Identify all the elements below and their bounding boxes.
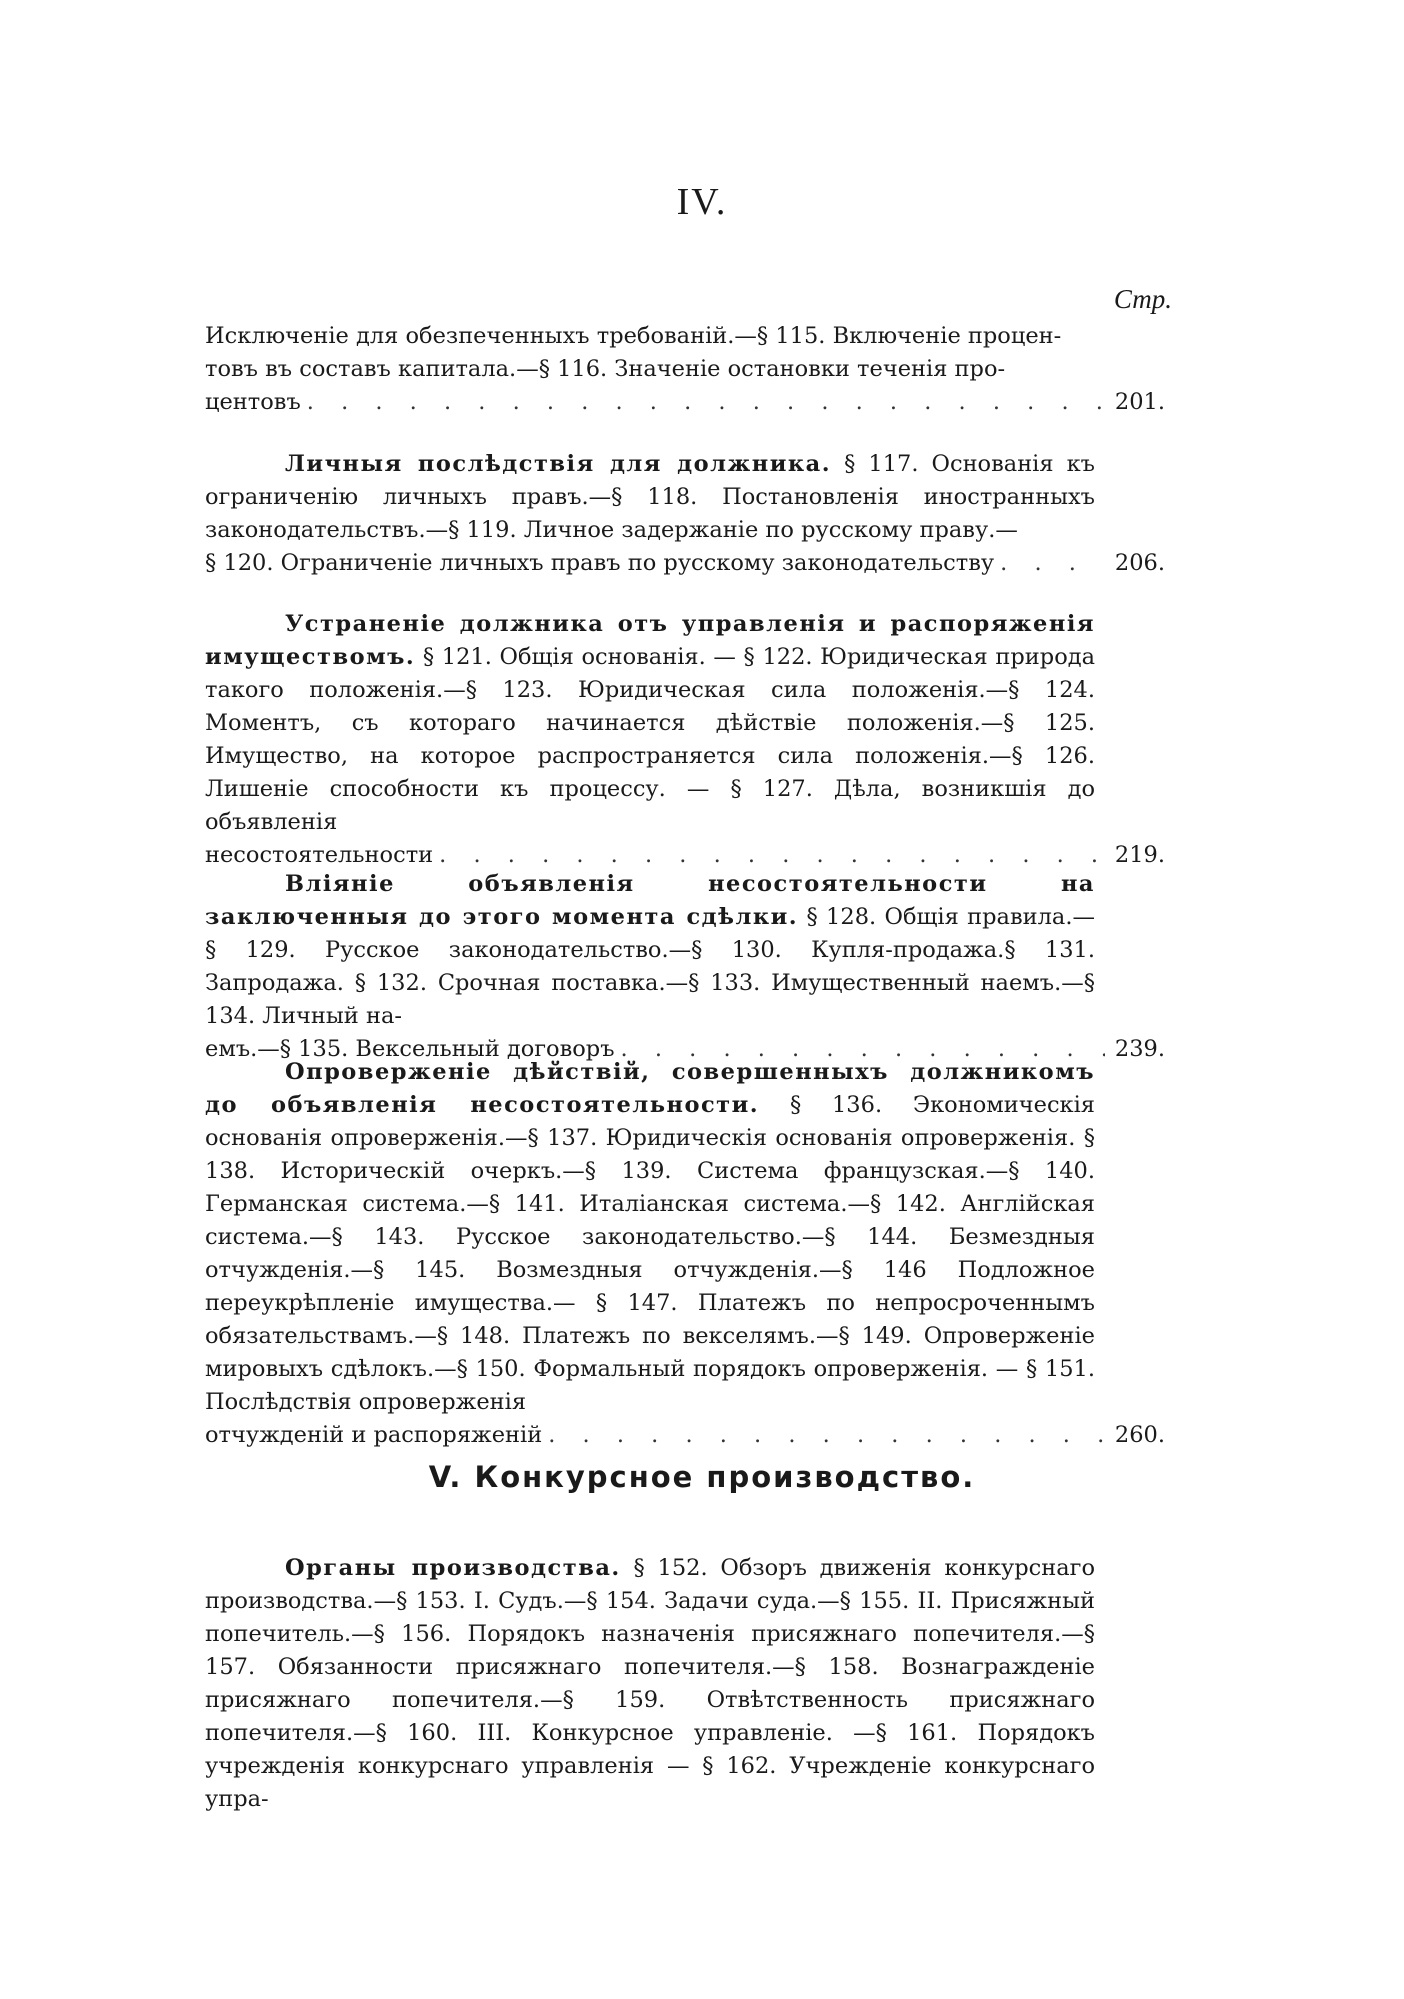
toc-entry [205,320,1165,419]
page-column-label: Стр. [1113,284,1172,314]
toc-entry-tail-text: § 120. Ограниченіе личныхъ правъ по русскому законодательству [205,550,995,576]
toc-entry-line: товъ въ составъ капитала.—§ 116. Значеніе остановки теченія про- [205,356,1006,382]
toc-entry [205,608,1165,872]
subsection-entry [205,1552,1095,1816]
toc-page-ref: 260. [1114,1422,1165,1448]
toc-entry-body: § 136. Экономическія основанія опроверженія.—§ 137. Юридическія основанія опроверженія. § 138. Историческій очеркъ.—§ 139. Система французская.—§ 140. Германская система.—§ 141. Италіанская система.—§ 142. Англійская система.—§ 143. Русское законодательство.—§ 144. Безмездныя отчужденія.—§ 145. Возмездныя отчужденія.—§ 146 Подложное переукрѣпленіе имущества.— § 147. Платежъ по непросроченнымъ обязательствамъ.—§ 148. Платежъ по векселямъ.—§ 149. Опроверженіе мировыхъ сдѣлокъ.—§ 150. Формальный порядокъ опроверженія. — § 151. Послѣдствія опроверженія [205,1092,1096,1415]
toc-entry-last-line [205,386,1165,419]
toc-entry-tail-text: отчужденій и распоряженій [205,1422,543,1448]
section-heading: V. Конкурсное производство. [428,1460,976,1494]
subsection-heading: Органы производства. [285,1555,621,1581]
toc-entry-tail-text: центовъ [205,389,301,415]
toc-entry-body: § 121. Общія основанія. — § 122. Юридическая природа такого положенія.—§ 123. Юридическая сила положенія.—§ 124. Моментъ, съ котораго начинается дѣйствіе положенія.—§ 125. Имущество, на которое распространяется сила положенія.—§ 126. Лишеніе способности къ процессу. — § 127. Дѣла, возникшія до объявленія [205,644,1096,835]
leader-dots [307,386,1105,419]
toc-entry [205,1056,1165,1452]
toc-entry-text [205,448,1095,547]
toc-entry [205,868,1165,1066]
toc-entry-line: Исключеніе для обезпеченныхъ требованій.—§ 115. Включеніе процен- [205,323,1062,349]
toc-page-ref: 239. [1114,1036,1165,1062]
toc-entry-tail-text: несостоятельности [205,842,434,868]
toc-entry-last-line [205,547,1165,580]
leader-dots [548,1419,1105,1452]
toc-entry-tail-text: емъ.—§ 135. Вексельный договоръ [205,1036,615,1062]
toc-entry-heading: Устраненіе должника отъ управленія и распоряженія имуществомъ. [205,611,1095,670]
page-number: IV. [676,181,728,223]
toc-entry-text [205,1056,1095,1419]
subsection-body: § 152. Обзоръ движенія конкурснаго производства.—§ 153. I. Судъ.—§ 154. Задачи суда.—§ 155. II. Присяжный попечитель.—§ 156. Порядокъ назначенія присяжнаго попечителя.—§ 157. Обязанности присяжнаго попечителя.—§ 158. Вознагражденіе присяжнаго попечителя.—§ 159. Отвѣтственность присяжнаго попечителя.—§ 160. III. Конкурсное управленіе. —§ 161. Порядокъ учрежденія конкурснаго управленія — § 162. Учрежденіе конкурснаго упра- [205,1555,1096,1812]
toc-entry-last-line [205,1419,1165,1452]
toc-page-ref: 201. [1114,389,1165,415]
toc-entry-heading: Опроверженіе дѣйствій, совершенныхъ должникомъ до объявленія несостоятельности. [205,1059,1095,1118]
toc-entry-body: § 128. Общія правила.—§ 129. Русское законодательство.—§ 130. Купля-продажа.§ 131. Запродажа. § 132. Срочная поставка.—§ 133. Имущественный наемъ.—§ 134. Личный на- [205,904,1095,1029]
toc-page-ref: 219. [1114,842,1165,868]
leader-dots [1000,547,1105,580]
toc-entry-heading: Личныя послѣдствія для должника. [285,451,832,477]
toc-entry-body: § 117. Основанія къ ограниченію личныхъ правъ.—§ 118. Постановленія иностранныхъ законодательствъ.—§ 119. Личное задержаніе по русскому праву.— [205,451,1095,543]
toc-entry-heading: Вліяніе объявленія несостоятельности на заключенныя до этого момента сдѣлки. [205,871,1095,930]
toc-entry [205,448,1165,580]
toc-entry-text [205,608,1095,839]
toc-page-ref: 206. [1114,550,1165,576]
toc-entry-text [205,868,1095,1033]
